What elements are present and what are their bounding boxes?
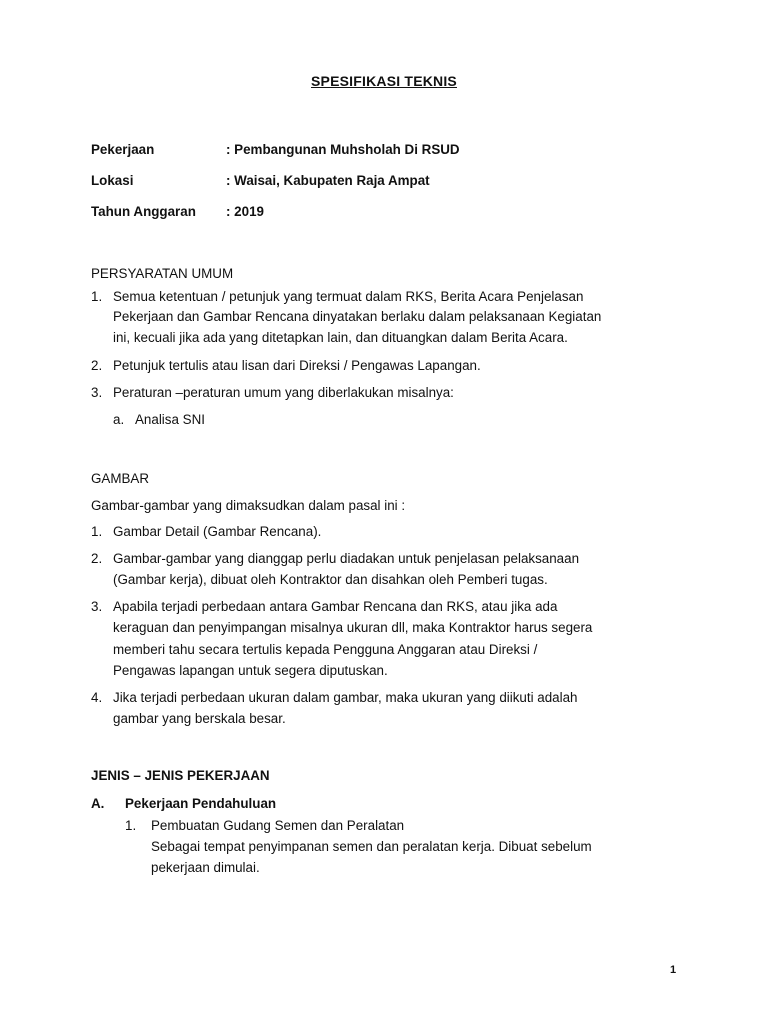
pekerjaan-value: : Pembangunan Muhsholah Di RSUD — [226, 142, 460, 157]
list-item-line: Semua ketentuan / petunjuk yang termuat dalam RKS, Berita Acara Penjelasan — [113, 289, 584, 304]
list-number: 4. — [91, 690, 103, 705]
list-number: 3. — [91, 599, 103, 614]
list-item-line: Peraturan –peraturan umum yang diberlakukan misalnya: — [113, 385, 454, 400]
tahun-anggaran-label: Tahun Anggaran — [91, 204, 196, 219]
lokasi-value: : Waisai, Kabupaten Raja Ampat — [226, 173, 430, 188]
list-number: 2. — [91, 358, 103, 373]
list-item-line: Jika terjadi perbedaan ukuran dalam gambar, maka ukuran yang diikuti adalah — [113, 690, 578, 705]
jenis-heading: JENIS – JENIS PEKERJAAN — [91, 768, 270, 783]
sub-item-text: Analisa SNI — [135, 412, 205, 427]
list-item-line: Gambar-gambar yang dianggap perlu diadakan untuk penjelasan pelaksanaan — [113, 551, 580, 566]
list-item-line: Gambar Detail (Gambar Rencana). — [113, 524, 322, 539]
persyaratan-heading: PERSYARATAN UMUM — [91, 266, 234, 281]
gambar-intro: Gambar-gambar yang dimaksudkan dalam pasal ini : — [91, 498, 406, 513]
sub-item-letter: a. — [113, 412, 125, 427]
document-title: SPESIFIKASI TEKNIS — [311, 73, 457, 89]
list-number: 2. — [91, 551, 103, 566]
list-item-line: (Gambar kerja), dibuat oleh Kontraktor dan disahkan oleh Pemberi tugas. — [113, 572, 548, 587]
list-item-line: Apabila terjadi perbedaan antara Gambar Rencana dan RKS, atau jika ada — [113, 599, 558, 614]
list-number: 1. — [91, 524, 103, 539]
gambar-heading: GAMBAR — [91, 471, 150, 486]
page-number: 1 — [670, 964, 677, 976]
list-number: 3. — [91, 385, 103, 400]
list-item-line: Pengawas lapangan untuk segera diputuskan. — [113, 663, 388, 678]
list-item-line: ini, kecuali jika ada yang ditetapkan lain, dan dituangkan dalam Berita Acara. — [113, 330, 568, 345]
tahun-anggaran-value: : 2019 — [226, 204, 264, 219]
pekerjaan-label: Pekerjaan — [91, 142, 155, 157]
list-item-line: Petunjuk tertulis atau lisan dari Direksi / Pengawas Lapangan. — [113, 358, 481, 373]
sub-number: 1. — [125, 818, 137, 833]
section-letter: A. — [91, 796, 105, 811]
sub-line: Sebagai tempat penyimpanan semen dan peralatan kerja. Dibuat sebelum — [151, 839, 592, 854]
section-title: Pekerjaan Pendahuluan — [125, 796, 277, 811]
sub-line: pekerjaan dimulai. — [151, 860, 260, 875]
list-number: 1. — [91, 289, 103, 304]
sub-title: Pembuatan Gudang Semen dan Peralatan — [151, 818, 405, 833]
list-item-line: Pekerjaan dan Gambar Rencana dinyatakan berlaku dalam pelaksanaan Kegiatan — [113, 309, 602, 324]
lokasi-label: Lokasi — [91, 173, 134, 188]
list-item-line: memberi tahu secara tertulis kepada Pengguna Anggaran atau Direksi / — [113, 642, 538, 657]
list-item-line: gambar yang berskala besar. — [113, 711, 286, 726]
list-item-line: keraguan dan penyimpangan misalnya ukuran dll, maka Kontraktor harus segera — [113, 620, 593, 635]
